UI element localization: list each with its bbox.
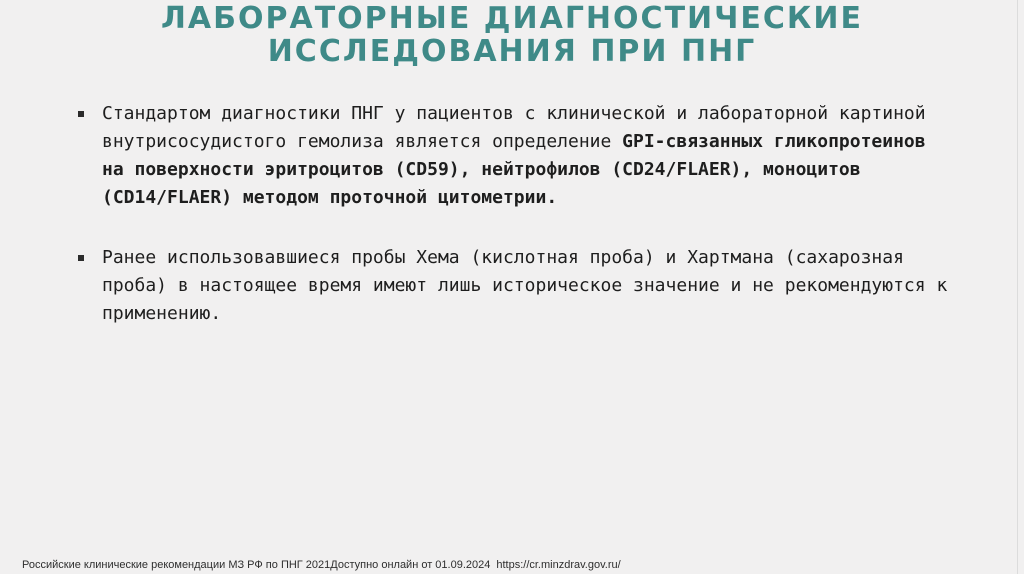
bullet-item-diagnostic-standard — [76, 100, 956, 212]
bullet-text-bold: GPI-связанных гликопротеинов на поверхности эритроцитов (CD59), нейтрофилов (CD24/FLAER), моноцитов (CD14/FLAER) методом проточной цитометрии. — [102, 131, 926, 208]
bullet-item-historical-tests — [76, 244, 956, 328]
slide-title: ЛАБОРАТОРНЫЕ ДИАГНОСТИЧЕСКИЕ ИССЛЕДОВАНИЯ ПРИ ПНГ — [160, 1, 864, 69]
bullet-list — [76, 100, 956, 328]
bullet-text-normal: Стандартом диагностики ПНГ у пациентов с клинической и лабораторной картиной внутрисосудистого гемолиза является определение — [102, 103, 926, 152]
bullet-text-normal: Ранее использовавшиеся пробы Хема (кислотная проба) и Хартмана (сахарозная проба) в настоящее время имеют лишь историческое значение и не рекомендуются к применению. — [102, 247, 948, 324]
right-divider — [1017, 0, 1018, 574]
square-bullet-icon — [78, 111, 84, 117]
footer-reference-text: Российские клинические рекомендации МЗ РФ по ПНГ 2021Доступно онлайн от 01.09.2024 — [22, 559, 491, 571]
footer-reference — [22, 559, 621, 571]
footer-url-link[interactable]: https://cr.minzdrav.gov.ru/ — [496, 559, 621, 571]
square-bullet-icon — [78, 255, 84, 261]
